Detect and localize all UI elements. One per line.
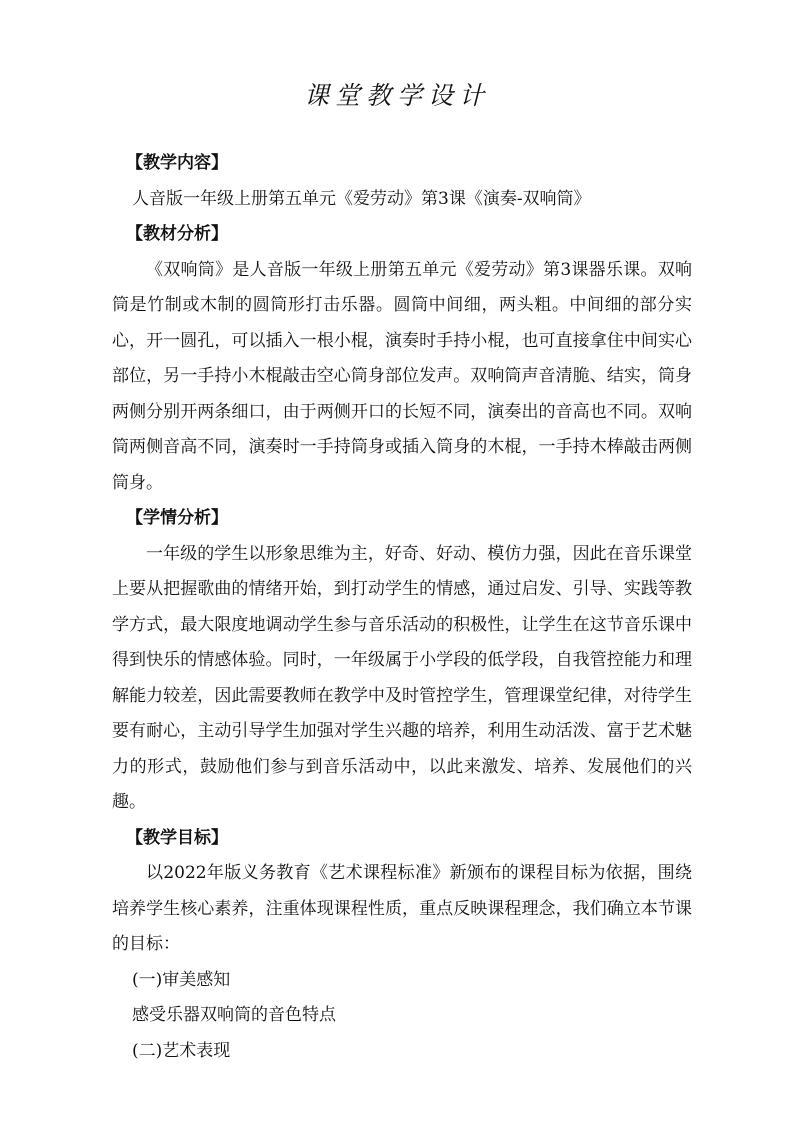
goal-1-label: (一)审美感知 [132, 969, 231, 990]
teaching-content-text: 人音版一年级上册第五单元《爱劳动》第3课《演奏-双响筒》 [132, 188, 591, 209]
document-body [112, 146, 692, 1069]
section-heading-student-analysis: 【学情分析】 [126, 508, 228, 528]
section-heading-material-analysis: 【教材分析】 [126, 224, 228, 244]
teaching-goals-text: 以2022年版义务教育《艺术课程标准》新颁布的课程目标为依据，围绕培养学生核心素养，注重体现课程性质，重点反映课程理念，我们确立本节课的目标： [112, 863, 692, 954]
section-heading-teaching-goals: 【教学目标】 [126, 827, 228, 848]
material-analysis-text: 《双响筒》是人音版一年级上册第五单元《爱劳动》第3课器乐课。双响筒是竹制或木制的圆筒形打击乐器。圆筒中间细，两头粗。中间细的部分实心，开一圆孔，可以插入一根小棍，演奏时手持小棍，也可直接拿住中间实心部位，另一手持小木棍敲击空心筒身部位发声。双响筒声音清脆、结实，筒身两侧分别开两条细口，由于两侧开口的长短不同，演奏出的音高也不同。双响筒两侧音高不同，演奏时一手持筒身或插入筒身的木棍，一手持木棒敲击两侧筒身。 [112, 259, 692, 493]
page-title: 课堂教学设计 [303, 81, 490, 110]
student-analysis-text: 一年级的学生以形象思维为主，好奇、好动、模仿力强，因此在音乐课堂上要从把握歌曲的情绪开始，到打动学生的情感，通过启发、引导、实践等教学方式，最大限度地调动学生参与音乐活动的积极性，让学生在这节音乐课中得到快乐的情感体验。同时，一年级属于小学段的低学段，自我管控能力和理解能力较差，因此需要教师在教学中及时管控学生，管理课堂纪律，对待学生要有耐心，主动引导学生加强对学生兴趣的培养，利用生动活泼、富于艺术魅力的形式，鼓励他们参与到音乐活动中，以此来激发、培养、发展他们的兴趣。 [112, 543, 692, 812]
goal-2-label: (二)艺术表现 [132, 1040, 231, 1061]
goal-1-text: 感受乐器双响筒的音色特点 [132, 1005, 336, 1025]
section-heading-teaching-content: 【教学内容】 [126, 153, 228, 173]
